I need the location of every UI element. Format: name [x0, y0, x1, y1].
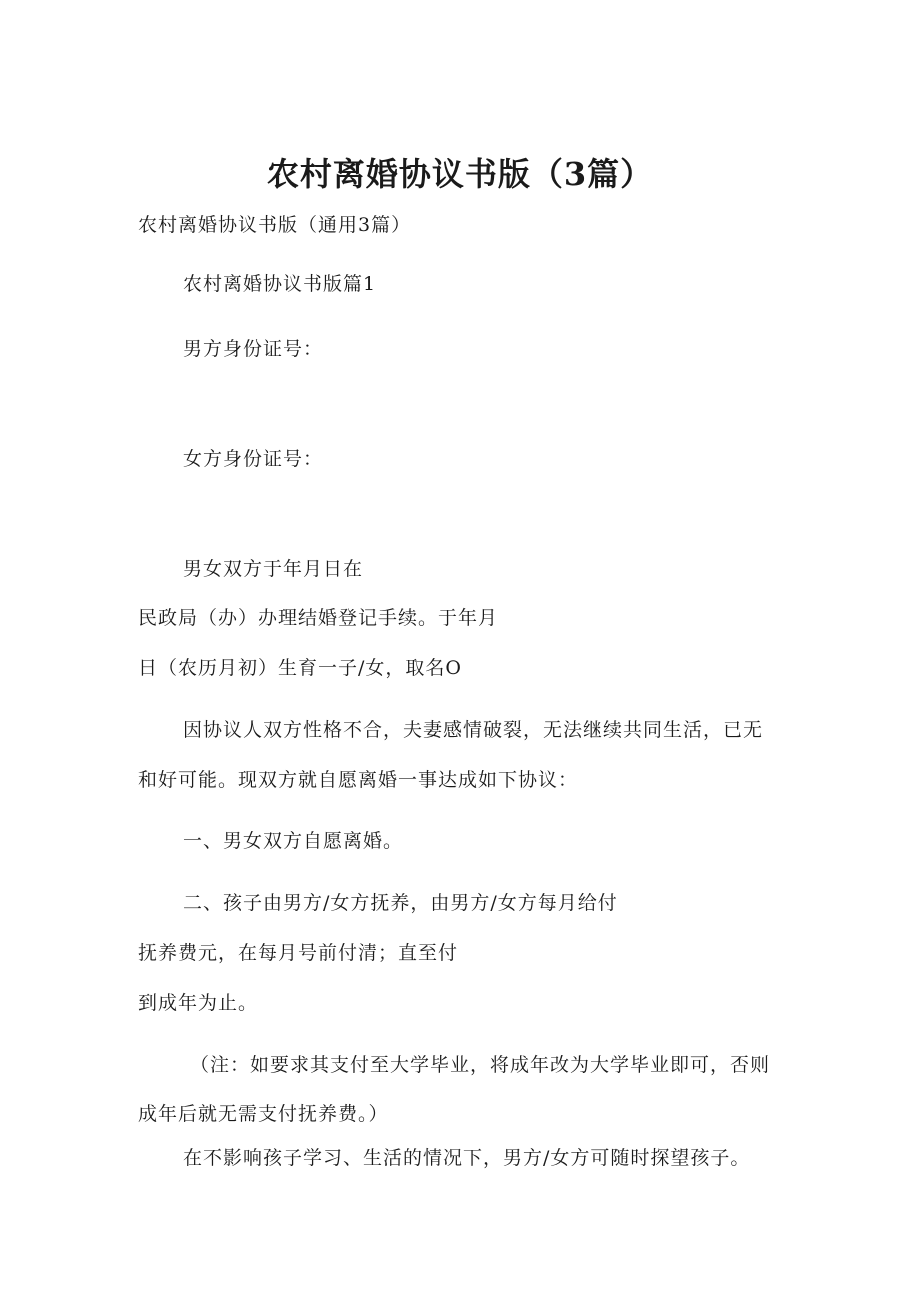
visitation-clause: 在不影响孩子学习、生活的情况下，男方/女方可随时探望孩子。 — [183, 1147, 751, 1169]
female-id-label: 女方身份证号： — [183, 448, 324, 470]
marriage-line-2: 民政局（办）办理结婚登记手续。于年月 — [138, 607, 499, 629]
document-title: 农村离婚协议书版（3篇） — [266, 155, 654, 193]
note-line-1: （注：如要求其支付至大学毕业，将成年改为大学毕业即可，否则 — [190, 1054, 771, 1076]
marriage-line-3: 日（农历月初）生育一子/女，取名O — [138, 657, 462, 679]
reason-line-2: 和好可能。现双方就自愿离婚一事达成如下协议： — [138, 769, 579, 791]
note-line-2: 成年后就无需支付抚养费。） — [138, 1103, 389, 1125]
clause-2-line-1: 二、孩子由男方/女方抚养，由男方/女方每月给付 — [183, 892, 618, 914]
section-heading: 农村离婚协议书版篇1 — [183, 273, 377, 295]
document-subtitle: 农村离婚协议书版（通用3篇） — [138, 214, 412, 236]
reason-line-1: 因协议人双方性格不合，夫妻感情破裂，无法继续共同生活，已无 — [183, 719, 764, 741]
male-id-label: 男方身份证号： — [183, 338, 324, 360]
marriage-line-1: 男女双方于年月日在 — [183, 558, 364, 580]
clause-2-line-3: 到成年为止。 — [138, 992, 259, 1014]
clause-1: 一、男女双方自愿离婚。 — [183, 830, 404, 852]
clause-2-line-2: 抚养费元，在每月号前付清；直至付 — [138, 942, 459, 964]
